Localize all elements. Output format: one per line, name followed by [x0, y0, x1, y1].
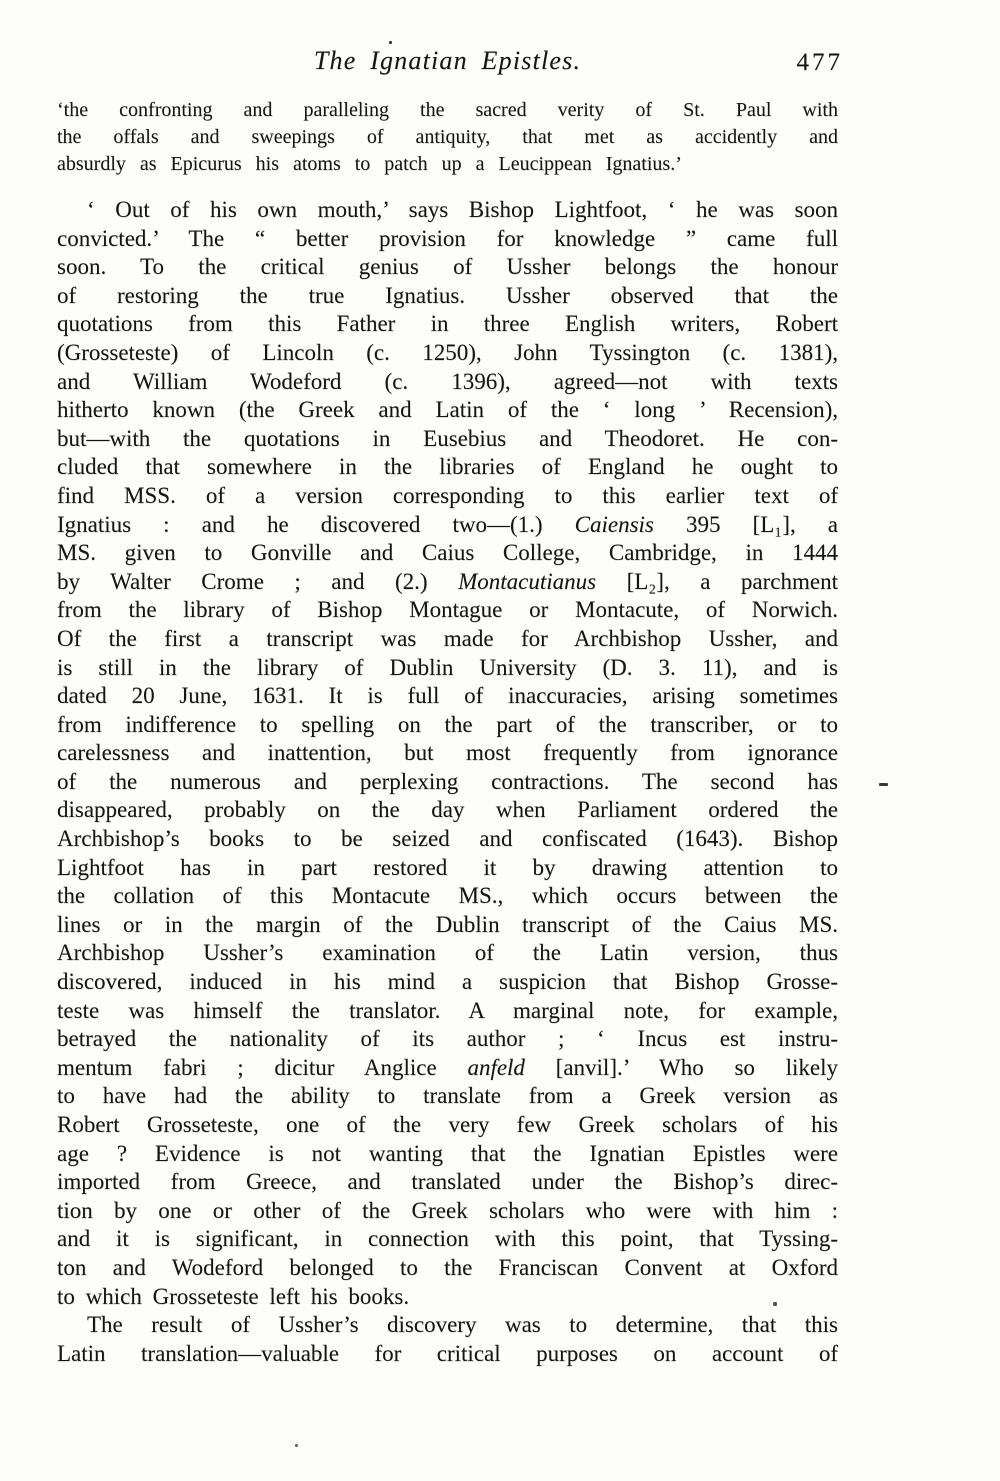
text-line: convicted.’ The “ better provision for knowledge ” came full	[57, 225, 838, 251]
scan-speck	[879, 783, 888, 786]
page-header	[57, 44, 843, 78]
text-line: Of the first a transcript was made for Archbishop Ussher, and	[57, 625, 838, 651]
text-line: and William Wodeford (c. 1396), agreed—not with texts	[57, 368, 838, 394]
text-line: Robert Grosseteste, one of the very few Greek scholars of his	[57, 1112, 838, 1137]
text-line: ton and Wodeford belonged to the Franciscan Convent at Oxford	[57, 1254, 838, 1280]
text-line: lines or in the margin of the Dublin transcript of the Caius MS.	[57, 911, 838, 937]
page-number: 477	[796, 49, 843, 76]
text-line: but—with the quotations in Eusebius and Theodoret. He con-	[57, 425, 838, 451]
paragraph-main	[57, 196, 838, 1311]
text-line: discovered, induced in his mind a suspicion that Bishop Grosse-	[57, 969, 838, 995]
text-segment: mentum fabri ; dicitur Anglice	[57, 1054, 468, 1080]
running-title: The Ignatian Epistles.	[313, 46, 582, 75]
italic-term: anfeld	[467, 1054, 525, 1080]
text-line: MS. given to Gonville and Caius College, Cambridge, in 1444	[57, 540, 838, 566]
paragraph-closing	[57, 1311, 838, 1368]
text-line: age ? Evidence is not wanting that the Ignatian Epistles were	[57, 1140, 838, 1166]
text-line: Archbishop Ussher’s examination of the Latin version, thus	[57, 940, 838, 966]
text-line	[57, 568, 838, 597]
text-line: Lightfoot has in part restored it by drawing attention to	[57, 854, 838, 880]
text-line: the offals and sweepings of antiquity, that met as accidently and	[57, 126, 838, 148]
text-line: cluded that somewhere in the libraries of England he ought to	[57, 454, 838, 480]
text-line: The result of Ussher’s discovery was to determine, that this	[87, 1312, 838, 1338]
text-line: tion by one or other of the Greek scholars who were with him :	[57, 1197, 838, 1223]
text-line: to have had the ability to translate from a Greek version as	[57, 1083, 838, 1109]
text-segment: Ignatius : and he discovered two—(1.)	[57, 511, 575, 537]
scan-speck	[389, 41, 392, 44]
text-line: betrayed the nationality of its author ; ‘ Incus est instru-	[57, 1026, 838, 1052]
scan-speck	[295, 1444, 298, 1447]
text-line: teste was himself the translator. A marginal note, for example,	[57, 997, 838, 1023]
text-line: from indifference to spelling on the part of the transcriber, or to	[57, 711, 838, 737]
text-line	[57, 511, 838, 540]
italic-term: Caiensis	[574, 511, 654, 537]
text-segment: [anvil].’ Who so likely	[524, 1054, 838, 1080]
text-line: disappeared, probably on the day when Parliament ordered the	[57, 797, 838, 823]
text-line: of the numerous and perplexing contractions. The second has	[57, 768, 838, 794]
text-column	[57, 44, 843, 1368]
text-segment: by Walter Crome ; and (2.)	[57, 568, 459, 594]
text-line	[57, 1054, 838, 1083]
text-segment: [L₂], a parchment	[596, 568, 838, 594]
text-line: quotations from this Father in three English writers, Robert	[57, 311, 838, 337]
block-quote	[57, 97, 838, 178]
text-line: carelessness and inattention, but most frequently from ignorance	[57, 740, 838, 766]
text-line: soon. To the critical genius of Ussher belongs the honour	[57, 254, 838, 280]
text-line: of restoring the true Ignatius. Ussher observed that the	[57, 282, 838, 308]
text-line: ‘ Out of his own mouth,’ says Bishop Lightfoot, ‘ he was soon	[87, 197, 838, 222]
text-line: from the library of Bishop Montague or Montacute, of Norwich.	[57, 597, 838, 623]
text-line: and it is significant, in connection with this point, that Tyssing-	[57, 1226, 838, 1252]
text-line: hitherto known (the Greek and Latin of the ‘ long ’ Recension),	[57, 397, 838, 423]
text-line: the collation of this Montacute MS., which occurs between the	[57, 883, 838, 909]
italic-term: Montacutianus	[458, 568, 597, 594]
text-line: absurdly as Epicurus his atoms to patch up a Leucippean Ignatius.’	[57, 153, 682, 175]
text-line: Latin translation—valuable for critical purposes on account of	[57, 1340, 838, 1366]
text-line: find MSS. of a version corresponding to this earlier text of	[57, 482, 838, 508]
text-line: Archbishop’s books to be seized and confiscated (1643). Bishop	[57, 826, 838, 852]
text-line: is still in the library of Dublin University (D. 3. 11), and is	[57, 654, 838, 680]
text-line: dated 20 June, 1631. It is full of inaccuracies, arising sometimes	[57, 683, 838, 709]
text-line: to which Grosseteste left his books.	[57, 1283, 410, 1309]
text-line: imported from Greece, and translated under the Bishop’s direc-	[57, 1169, 838, 1195]
text-line: (Grosseteste) of Lincoln (c. 1250), John Tyssington (c. 1381),	[57, 339, 838, 365]
text-segment: 395 [L₁], a	[653, 511, 838, 537]
text-line: ‘the confronting and paralleling the sacred verity of St. Paul with	[57, 99, 838, 121]
scan-speck	[773, 1302, 777, 1306]
